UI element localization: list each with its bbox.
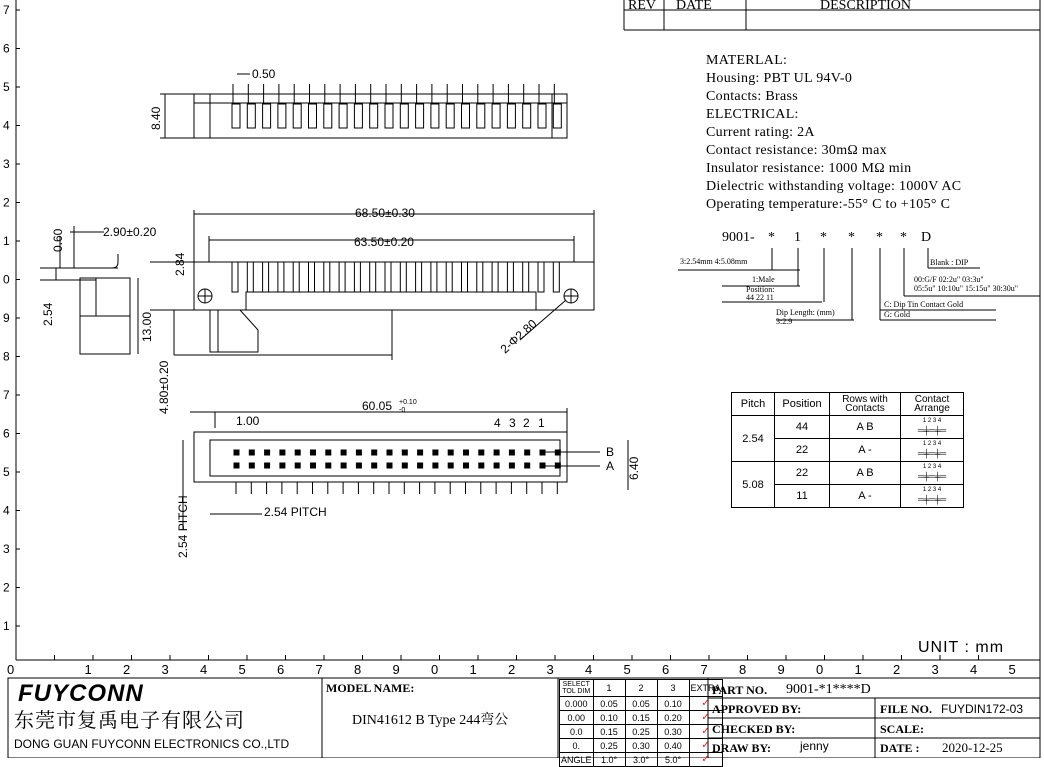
scale-label: 9 [3,311,10,325]
arrange-numbers: 1 2 3 4 [922,487,942,493]
pin-contact [446,262,452,292]
cell-rows: A - [830,439,901,462]
pin-b [464,450,469,455]
pin-b [295,450,300,455]
pin-b [479,450,484,455]
scale-label: 9 [392,662,400,677]
scale-label: 4 [200,662,208,677]
arrange-diagram [901,439,964,462]
tol-select: SELECT [562,681,590,688]
pin-contact [523,262,529,292]
scale-label: 6 [662,662,670,677]
tol-header-cell [560,680,594,697]
pin-b [387,450,392,455]
scale-label: 7 [700,662,708,677]
tol-value-cell: 0.20 [657,711,689,725]
pin-contact [416,104,424,128]
pin-b [372,450,377,455]
arrange-glyph: ═╪═╪═ [917,472,947,481]
pin-contact [309,262,315,292]
part-no-label: PART NO. [712,683,768,697]
scale-label: 2 [3,195,10,210]
tol-col-header: 1 [593,680,625,697]
pin-contact [339,104,347,128]
file-no-value: FUYDIN172-03 [941,702,1024,716]
pin-a [311,463,316,468]
pin-contact [354,262,360,292]
pin-contact [309,104,317,128]
pin-a [341,463,346,468]
tol-value-cell: 0.15 [625,711,657,725]
scale-label: 3 [931,662,939,677]
dim-60-05: 60.05 [362,399,393,413]
part-code-token: 1 [794,230,801,245]
arrange-numbers: 1 2 3 4 [922,418,942,424]
pin-contact [538,104,546,128]
pin-a [418,463,423,468]
pin-contact [278,262,284,292]
part-code-token: * [876,230,883,245]
scale-label: 5 [238,662,246,677]
pin-contact [370,262,376,292]
pin-contact [431,262,437,292]
tol-value-cell: 0.25 [593,739,625,753]
cell-rows: A - [830,485,901,508]
dim-60-05-tol-upper: +0.10 [399,399,417,406]
pin-b [448,450,453,455]
tol-value-cell: 0.25 [625,725,657,739]
scale-label: 3 [3,157,10,171]
cell-position: 22 [775,439,830,462]
tol-value-cell: 1.0° [593,753,625,767]
cell-pitch-2-54: 2.54 [732,416,775,462]
pin-b [418,450,423,455]
dim-13-00: 13.00 [140,311,154,342]
scale-label: 6 [277,662,285,677]
dim-0-60: 0.60 [51,228,65,252]
dim-2-54-pitch: 2.54 PITCH [264,505,327,519]
pin-b [555,450,560,455]
arrange-diagram [901,462,964,485]
pin-b [540,450,545,455]
scale-label: 4 [3,503,10,518]
check-mark-icon: ✓ [701,698,710,709]
cell-pitch-5-08: 5.08 [732,462,775,508]
top-view [160,74,567,138]
date-label: DATE [676,0,712,13]
date-label: DATE : [880,741,920,755]
tol-value-cell: 0.30 [625,739,657,753]
pin-contact [263,104,271,128]
pin-contact [553,104,561,128]
scale-label: 1 [3,619,10,633]
scale-label: SCALE: [880,722,925,736]
scale-label: 4 [3,118,10,133]
draw-value: jenny [800,739,829,753]
dim-hole-2-80: 2-Φ2.80 [497,316,540,357]
scale-label: 4 [585,662,593,677]
pin-contact [431,104,439,128]
approved-label: APPROVED BY: [712,702,802,716]
part-no-value: 9001-*1****D [786,682,871,697]
tol-tol: TOL [562,688,576,695]
tol-col-header: 3 [657,680,689,697]
tol-dim: DIM [577,688,591,695]
draw-label: DRAW BY: [712,741,772,755]
pin-contact [385,104,393,128]
pin-contact [339,262,345,292]
tolerance-table [559,679,723,767]
company-logo: FUYCONN [18,680,144,707]
arrange-numbers: 1 2 3 4 [922,464,942,470]
tol-value-cell: 0.05 [593,697,625,711]
note-male: 1:Male [752,275,775,284]
pin-b [311,450,316,455]
pin-contact [263,262,269,292]
tol-dim-cell: 0.0 [560,725,594,739]
arrange-diagram [901,485,964,508]
pin-a [372,463,377,468]
pin-label-2: 2 [523,416,530,430]
scale-label: 3 [546,662,554,677]
left-scale [3,3,20,633]
pin-b [509,450,514,455]
part-code-token: * [848,230,855,245]
note-plating-2: 05:5u" 10:10u" 15:15u" 30:30u" [914,284,1018,293]
pin-contact [492,262,498,292]
scale-label: 2 [508,662,516,677]
th-rows: Rows with Contacts [830,393,901,416]
pin-contact [507,262,513,292]
scale-label: 5 [3,80,10,94]
pin-contact [247,104,255,128]
cell-rows: A B [830,416,901,439]
pin-contact [354,104,362,128]
pin-a [249,463,254,468]
dim-6-40: 6.40 [627,456,641,480]
pin-a [234,463,239,468]
tol-value-cell: 0.10 [593,711,625,725]
pin-contact [400,262,406,292]
arrange-glyph: ═╪═╪═ [917,426,947,435]
material-specs [706,52,961,214]
note-position-values: 44 22 11 [746,293,774,302]
pin-a [555,463,560,468]
pin-b [494,450,499,455]
pin-b [402,450,407,455]
bottom-scale [7,655,1016,677]
check-mark-icon: ✓ [701,740,710,751]
th-arrange: Contact Arrange [901,393,964,416]
spec-line: Current rating: 2A [706,125,815,140]
pin-a [295,463,300,468]
part-code-token: * [900,230,907,245]
pin-contact [462,104,470,128]
pin-b [234,450,239,455]
note-plating-1: 00:G/F 02:2u" 03:3u" [914,275,984,284]
dim-0-50: 0.50 [252,67,276,81]
pin-contact [278,104,286,128]
pin-contact [507,104,515,128]
part-code-token: * [768,230,775,245]
tol-dim-cell: 0.000 [560,697,594,711]
pin-contact [385,262,391,292]
spec-line: Contacts: Brass [706,89,798,104]
cell-position: 11 [775,485,830,508]
file-no-label: FILE NO. [880,702,933,716]
pin-contact [232,262,238,292]
dim-8-40: 8.40 [149,106,163,130]
check-mark-icon: ✓ [701,712,710,723]
scale-label: 2 [123,662,131,677]
pin-contact [370,104,378,128]
pin-label-1: 1 [538,416,545,430]
arrange-numbers: 1 2 3 4 [922,441,942,447]
pin-contact [293,104,301,128]
pin-a [509,463,514,468]
arrange-diagram [901,416,964,439]
scale-label: 0 [7,662,15,677]
spec-line: Dielectric withstanding voltage: 1000V AC [706,179,962,194]
th-pitch: Pitch [732,393,775,416]
scale-label: 2 [3,580,10,595]
dim-4-80: 4.80±0.20 [157,360,171,414]
pin-contact [324,104,332,128]
scale-label: 5 [1008,662,1016,677]
pin-a [265,463,270,468]
pin-a [525,463,530,468]
arrange-glyph: ═╪═╪═ [917,495,947,504]
scale-label: 1 [84,662,92,677]
arrange-glyph: ═╪═╪═ [917,449,947,458]
pin-a [387,463,392,468]
dim-1-00: 1.00 [236,414,260,428]
tol-value-cell: 3.0° [625,753,657,767]
pin-b [249,450,254,455]
unit-label: UNIT : mm [918,639,1005,656]
note-dip-length: Dip Length: (mm) [776,308,835,317]
spec-line: ELECTRICAL: [706,107,799,122]
scale-label: 8 [3,349,10,364]
note-contact-g: G: Gold [884,310,910,319]
pin-contact [232,104,240,128]
description-label: DESCRIPTION [820,0,912,13]
spec-line: Operating temperature:-55° C to +105° C [706,197,951,212]
note-position-label: Position: [746,285,775,294]
scale-label: 7 [3,3,10,17]
scale-label: 8 [739,662,747,677]
spec-line: Housing: PBT UL 94V-0 [706,71,853,86]
pin-contact [400,104,408,128]
scale-label: 8 [354,662,362,677]
pin-contact [247,262,253,292]
cell-position: 44 [775,416,830,439]
pin-contact [324,262,330,292]
pin-contact [416,262,422,292]
pin-contact [553,262,559,292]
pitch-table [731,392,964,508]
company-name-cn: 东莞市复禹电子有限公司 [14,710,245,732]
pin-contact [446,104,454,128]
dim-2-90: 2.90±0.20 [103,225,157,239]
pin-b [265,450,270,455]
tol-value-cell: 0.10 [657,697,689,711]
tol-value-cell: 0.30 [657,725,689,739]
pin-a [433,463,438,468]
check-mark-icon: ✓ [701,726,710,737]
scale-label: 5 [623,662,631,677]
pin-contact [462,262,468,292]
part-code-prefix: 9001- [722,230,755,245]
pin-a [280,463,285,468]
dim-2-84: 2.84 [173,252,187,276]
scale-label: 1 [3,234,10,248]
dim-2-54-pitch-vertical: 2.54 PITCH [176,495,190,558]
pin-b [433,450,438,455]
dim-60-05-tol-lower: -0 [399,407,406,414]
pin-b [356,450,361,455]
rev-label: REV [628,0,656,13]
pin-a [464,463,469,468]
pin-a [402,463,407,468]
tol-value-cell: 0.15 [593,725,625,739]
tol-value-cell: 0.05 [625,697,657,711]
date-value: 2020-12-25 [942,740,1003,755]
th-position: Position [775,393,830,416]
tol-dim-cell: ANGLE [561,754,592,765]
tol-value-cell: 0.40 [657,739,689,753]
checked-label: CHECKED BY: [712,722,796,736]
tol-col-header: 2 [625,680,657,697]
pin-contact [538,262,544,292]
scale-label: 2 [893,662,901,677]
dim-2-54-side: 2.54 [41,302,55,326]
row-label-b: B [606,445,615,459]
pin-a [356,463,361,468]
pin-label-4: 4 [494,416,501,430]
scale-label: 1 [854,662,862,677]
spec-line: Contact resistance: 30mΩ max [706,143,887,158]
scale-label: 7 [3,388,10,402]
scale-label: 3 [161,662,169,677]
pin-label-3: 3 [509,416,516,430]
tol-col-header: EXTRA [689,680,722,697]
dim-68-50: 68.50±0.30 [355,206,415,220]
pin-contact [477,262,483,292]
scale-label: 7 [315,662,323,677]
scale-label: 0 [3,272,10,287]
pin-a [448,463,453,468]
scale-label: 0 [816,662,824,677]
scale-label: 3 [3,542,10,556]
scale-label: 1 [469,662,477,677]
note-pitch: 3:2.54mm 4:5.08mm [680,257,748,266]
pin-contact [523,104,531,128]
note-blank: Blank : DIP [930,258,969,267]
scale-label: 0 [431,662,439,677]
tol-dim-cell: 0. [560,739,594,753]
check-mark-icon: ✓ [701,754,710,765]
pin-b [326,450,331,455]
scale-label: 4 [970,662,978,677]
cell-position: 22 [775,462,830,485]
pin-a [540,463,545,468]
cell-rows: A B [830,462,901,485]
spec-line: Insulator resistance: 1000 MΩ min [706,161,912,176]
scale-label: 6 [3,41,10,56]
model-name-value: DIN41612 B Type 244弯公 [352,713,509,728]
scale-label: 6 [3,426,10,441]
pin-contact [492,104,500,128]
pin-contact [293,262,299,292]
pin-b [280,450,285,455]
pin-a [326,463,331,468]
tol-value-cell: 5.0° [657,753,689,767]
dim-63-50: 63.50±0.20 [354,235,414,249]
part-code-token: * [820,230,827,245]
note-contact-c: C: Dip Tin Contact Gold [884,300,964,309]
pin-contact [477,104,485,128]
revision-header [624,0,1040,30]
row-label-a: A [606,459,615,473]
company-name-en: DONG GUAN FUYCONN ELECTRONICS CO.,LTD [14,737,290,751]
pin-b [525,450,530,455]
scale-label: 9 [777,662,785,677]
spec-line: MATERLAL: [706,53,788,68]
scale-label: 5 [3,465,10,479]
pin-a [479,463,484,468]
pin-b [341,450,346,455]
part-code-token: D [921,230,932,245]
tol-dim-cell: 0.00 [560,711,594,725]
note-dip-values: 3:2.9 [776,317,793,326]
model-name-label: MODEL NAME: [326,681,415,695]
pin-a [494,463,499,468]
